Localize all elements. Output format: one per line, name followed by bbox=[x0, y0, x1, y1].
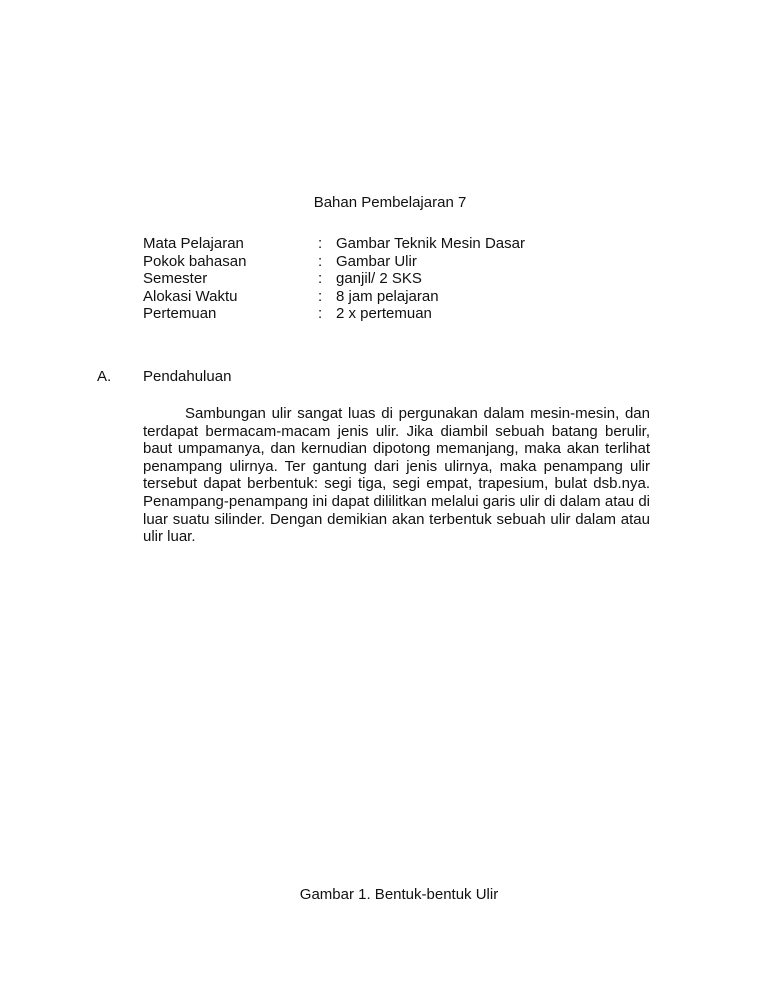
course-info-separator: : bbox=[318, 252, 323, 270]
section-paragraph: Sambungan ulir sangat luas di pergunakan dalam mesin-mesin, dan terdapat bermacam-macam jenis ulir. Jika diambil sebuah batang berulir, baut umpamanya, dan kernudian dipotong memanjang, maka akan terlihat penampang ulirnya. Ter gantung dari jenis ulirnya, maka penampang ulir tersebut dapat berbentuk: segi tiga, segi empat, trapesium, bulat dsb.nya. Penampang-penampang ini dapat dililitkan melalui garis ulir di dalam atau di luar suatu silinder. Dengan demikian akan terbentuk sebuah ulir dalam atau ulir luar. bbox=[143, 405, 650, 546]
course-info-label: Pertemuan bbox=[143, 305, 217, 323]
figure-caption: Gambar 1. Bentuk-bentuk Ulir bbox=[299, 886, 499, 903]
course-info-row bbox=[143, 235, 525, 253]
course-info-separator: : bbox=[318, 287, 323, 305]
course-info-label: Alokasi Waktu bbox=[143, 287, 238, 305]
course-info-separator: : bbox=[318, 235, 323, 252]
course-info-separator: : bbox=[318, 305, 323, 323]
course-info-label: Semester bbox=[143, 270, 208, 288]
course-info-row bbox=[143, 270, 525, 288]
course-info-value: 2 x pertemuan bbox=[336, 305, 432, 323]
course-info-value: ganjil/ 2 SKS bbox=[336, 270, 422, 288]
section-heading bbox=[97, 368, 231, 386]
course-info-label: Mata Pelajaran bbox=[143, 235, 244, 252]
course-info-value: Gambar Ulir bbox=[336, 252, 417, 270]
course-info-table bbox=[143, 235, 525, 323]
course-info-value: Gambar Teknik Mesin Dasar bbox=[336, 235, 525, 252]
course-info-row bbox=[143, 253, 525, 271]
course-info-row bbox=[143, 305, 525, 323]
course-info-row bbox=[143, 288, 525, 306]
section-title: Pendahuluan bbox=[143, 368, 232, 385]
course-info-value: 8 jam pelajaran bbox=[336, 287, 439, 305]
document-title: Bahan Pembelajaran 7 bbox=[313, 194, 467, 211]
section-letter: A. bbox=[97, 368, 112, 385]
course-info-separator: : bbox=[318, 270, 323, 288]
course-info-label: Pokok bahasan bbox=[143, 252, 247, 270]
